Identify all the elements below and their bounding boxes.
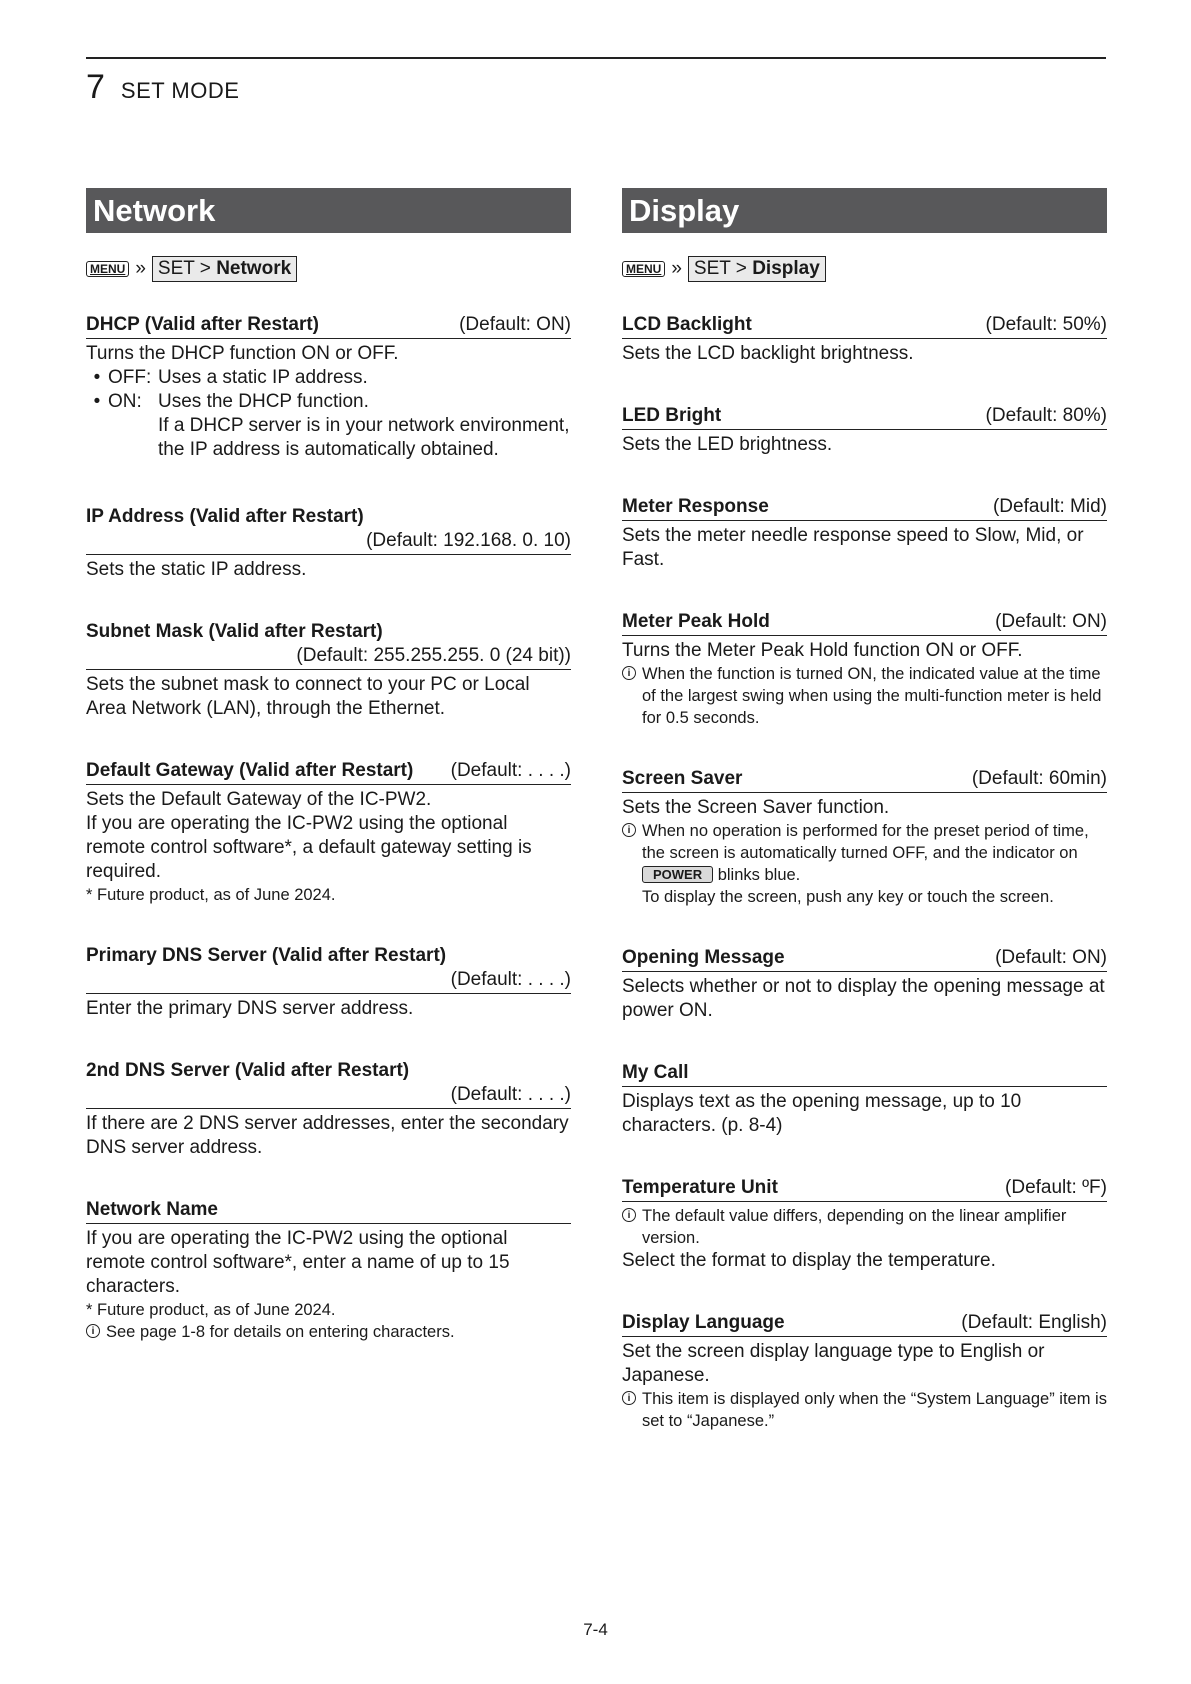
display-path-box — [688, 256, 826, 282]
item-default: (Default: . . . .) — [450, 969, 571, 990]
item-default: (Default: ºF) — [1005, 1177, 1107, 1198]
info-note: i See page 1-8 for details on entering characters. — [86, 1321, 571, 1343]
item-desc: Displays text as the opening message, up to 10 characters. (p. 8-4) — [622, 1091, 1022, 1136]
item-default: (Default: 50%) — [985, 314, 1107, 335]
info-icon: i — [622, 823, 636, 837]
item-desc: If you are operating the IC-PW2 using the optional remote control software*, enter a name of up to 15 characters. — [86, 1228, 510, 1297]
item-default: (Default: ON) — [459, 314, 571, 335]
item-default: (Default: Mid) — [992, 496, 1107, 517]
item-network-name — [86, 1198, 571, 1343]
info-note: i This item is displayed only when the “System Language” item is set to “Japanese.” — [622, 1388, 1107, 1432]
path-leaf: Display — [752, 258, 820, 279]
item-desc: Turns the DHCP function ON or OFF. — [86, 343, 399, 364]
item-desc: Sets the static IP address. — [86, 559, 307, 580]
item-title: Display Language — [622, 1312, 785, 1333]
item-meter-response — [622, 495, 1107, 572]
network-path-box — [152, 256, 297, 282]
info-icon: i — [86, 1324, 100, 1338]
item-default: (Default: . . . .) — [450, 1084, 571, 1105]
item-display-language — [622, 1311, 1107, 1432]
item-title: Default Gateway (Valid after Restart) — [86, 760, 414, 781]
item-title: LED Bright — [622, 405, 722, 426]
item-default: (Default: 80%) — [985, 405, 1107, 426]
item-default: (Default: English) — [961, 1312, 1107, 1333]
item-dhcp — [86, 313, 571, 462]
item-desc: Set the screen display language type to English or Japanese. — [622, 1341, 1045, 1386]
item-default: (Default: 60min) — [971, 768, 1107, 789]
info-icon: i — [622, 1208, 636, 1222]
item-title: LCD Backlight — [622, 314, 752, 335]
display-section-title: Display — [622, 188, 1107, 233]
power-key-icon: POWER — [642, 866, 713, 883]
item-title: Meter Response — [622, 496, 769, 517]
chapter-number: 7 — [86, 68, 105, 106]
menu-key-icon: MENU — [86, 261, 129, 277]
option-off: • OFF: Uses a static IP address. — [93, 367, 368, 388]
item-title: Meter Peak Hold — [622, 611, 770, 632]
item-title: Subnet Mask (Valid after Restart) — [86, 621, 383, 642]
footnote: * Future product, as of June 2024. — [86, 1301, 336, 1319]
item-desc: Turns the Meter Peak Hold function ON or OFF. — [622, 640, 1023, 661]
info-note: i When no operation is performed for the preset period of time, the screen is automatically turned OFF, and the indicator on POWER blinks blue. To display the screen, push any key or touch the screen. — [622, 820, 1107, 908]
item-title: IP Address (Valid after Restart) — [86, 506, 364, 527]
item-led-bright — [622, 404, 1107, 457]
item-title: Opening Message — [622, 947, 785, 968]
item-title: Network Name — [86, 1199, 218, 1220]
item-title: Screen Saver — [622, 768, 743, 789]
network-menu-path — [86, 256, 571, 282]
item-desc-2: If you are operating the IC-PW2 using the optional remote control software*, a default gateway setting is required. — [86, 813, 532, 882]
item-desc: Sets the Screen Saver function. — [622, 797, 890, 818]
path-leaf: Network — [216, 258, 292, 279]
info-note: i The default value differs, depending on the linear amplifier version. — [622, 1205, 1107, 1249]
path-separator: » — [135, 258, 146, 279]
menu-key-icon: MENU — [622, 261, 665, 277]
option-on: • ON: Uses the DHCP function. If a DHCP server is in your network environment, the IP address is automatically obtained. — [93, 391, 570, 460]
item-desc: Sets the LED brightness. — [622, 434, 833, 455]
item-desc: Sets the LCD backlight brightness. — [622, 343, 914, 364]
item-desc: Sets the Default Gateway of the IC-PW2. — [86, 789, 432, 810]
item-desc: Sets the meter needle response speed to Slow, Mid, or Fast. — [622, 525, 1084, 570]
item-screen-saver — [622, 767, 1107, 908]
item-desc: If there are 2 DNS server addresses, enter the secondary DNS server address. — [86, 1113, 569, 1158]
item-2nd-dns — [86, 1059, 571, 1160]
path-separator: » — [671, 258, 682, 279]
item-primary-dns — [86, 944, 571, 1021]
item-subnet-mask — [86, 620, 571, 721]
page-number: 7-4 — [583, 1620, 608, 1639]
path-prefix: SET > — [693, 258, 753, 279]
item-meter-peak-hold — [622, 610, 1107, 729]
item-desc: Selects whether or not to display the opening message at power ON. — [622, 976, 1105, 1021]
item-opening-message — [622, 946, 1107, 1023]
network-column — [86, 188, 571, 1381]
item-default: (Default: ON) — [995, 947, 1107, 968]
info-icon: i — [622, 666, 636, 680]
item-title: My Call — [622, 1062, 689, 1083]
top-rule — [86, 57, 1106, 59]
item-title: Temperature Unit — [622, 1177, 778, 1198]
path-prefix: SET > — [157, 258, 217, 279]
chapter-title: SET MODE — [120, 78, 240, 103]
network-section-title: Network — [86, 188, 571, 233]
info-icon: i — [622, 1391, 636, 1405]
item-desc: Select the format to display the temperature. — [622, 1250, 996, 1271]
item-title: DHCP (Valid after Restart) — [86, 314, 319, 335]
item-title: 2nd DNS Server (Valid after Restart) — [86, 1060, 410, 1081]
chapter-heading — [86, 68, 239, 108]
item-default: (Default: ON) — [995, 611, 1107, 632]
display-column — [622, 188, 1107, 1470]
item-lcd-backlight — [622, 313, 1107, 366]
item-default: (Default: . . . .) — [450, 760, 571, 781]
item-default: (Default: 192.168. 0. 10) — [366, 530, 571, 551]
item-temperature-unit — [622, 1176, 1107, 1273]
info-note: i When the function is turned ON, the indicated value at the time of the largest swing when using the multi-function meter is held for 0.5 seconds. — [622, 663, 1107, 729]
display-menu-path — [622, 256, 1107, 282]
item-desc: Sets the subnet mask to connect to your PC or Local Area Network (LAN), through the Ethernet. — [86, 674, 530, 719]
item-ip-address — [86, 505, 571, 582]
item-my-call — [622, 1061, 1107, 1138]
item-desc: Enter the primary DNS server address. — [86, 998, 414, 1019]
footnote: * Future product, as of June 2024. — [86, 886, 336, 904]
item-default-gateway — [86, 759, 571, 906]
item-default: (Default: 255.255.255. 0 (24 bit)) — [296, 645, 571, 666]
item-title: Primary DNS Server (Valid after Restart) — [86, 945, 447, 966]
